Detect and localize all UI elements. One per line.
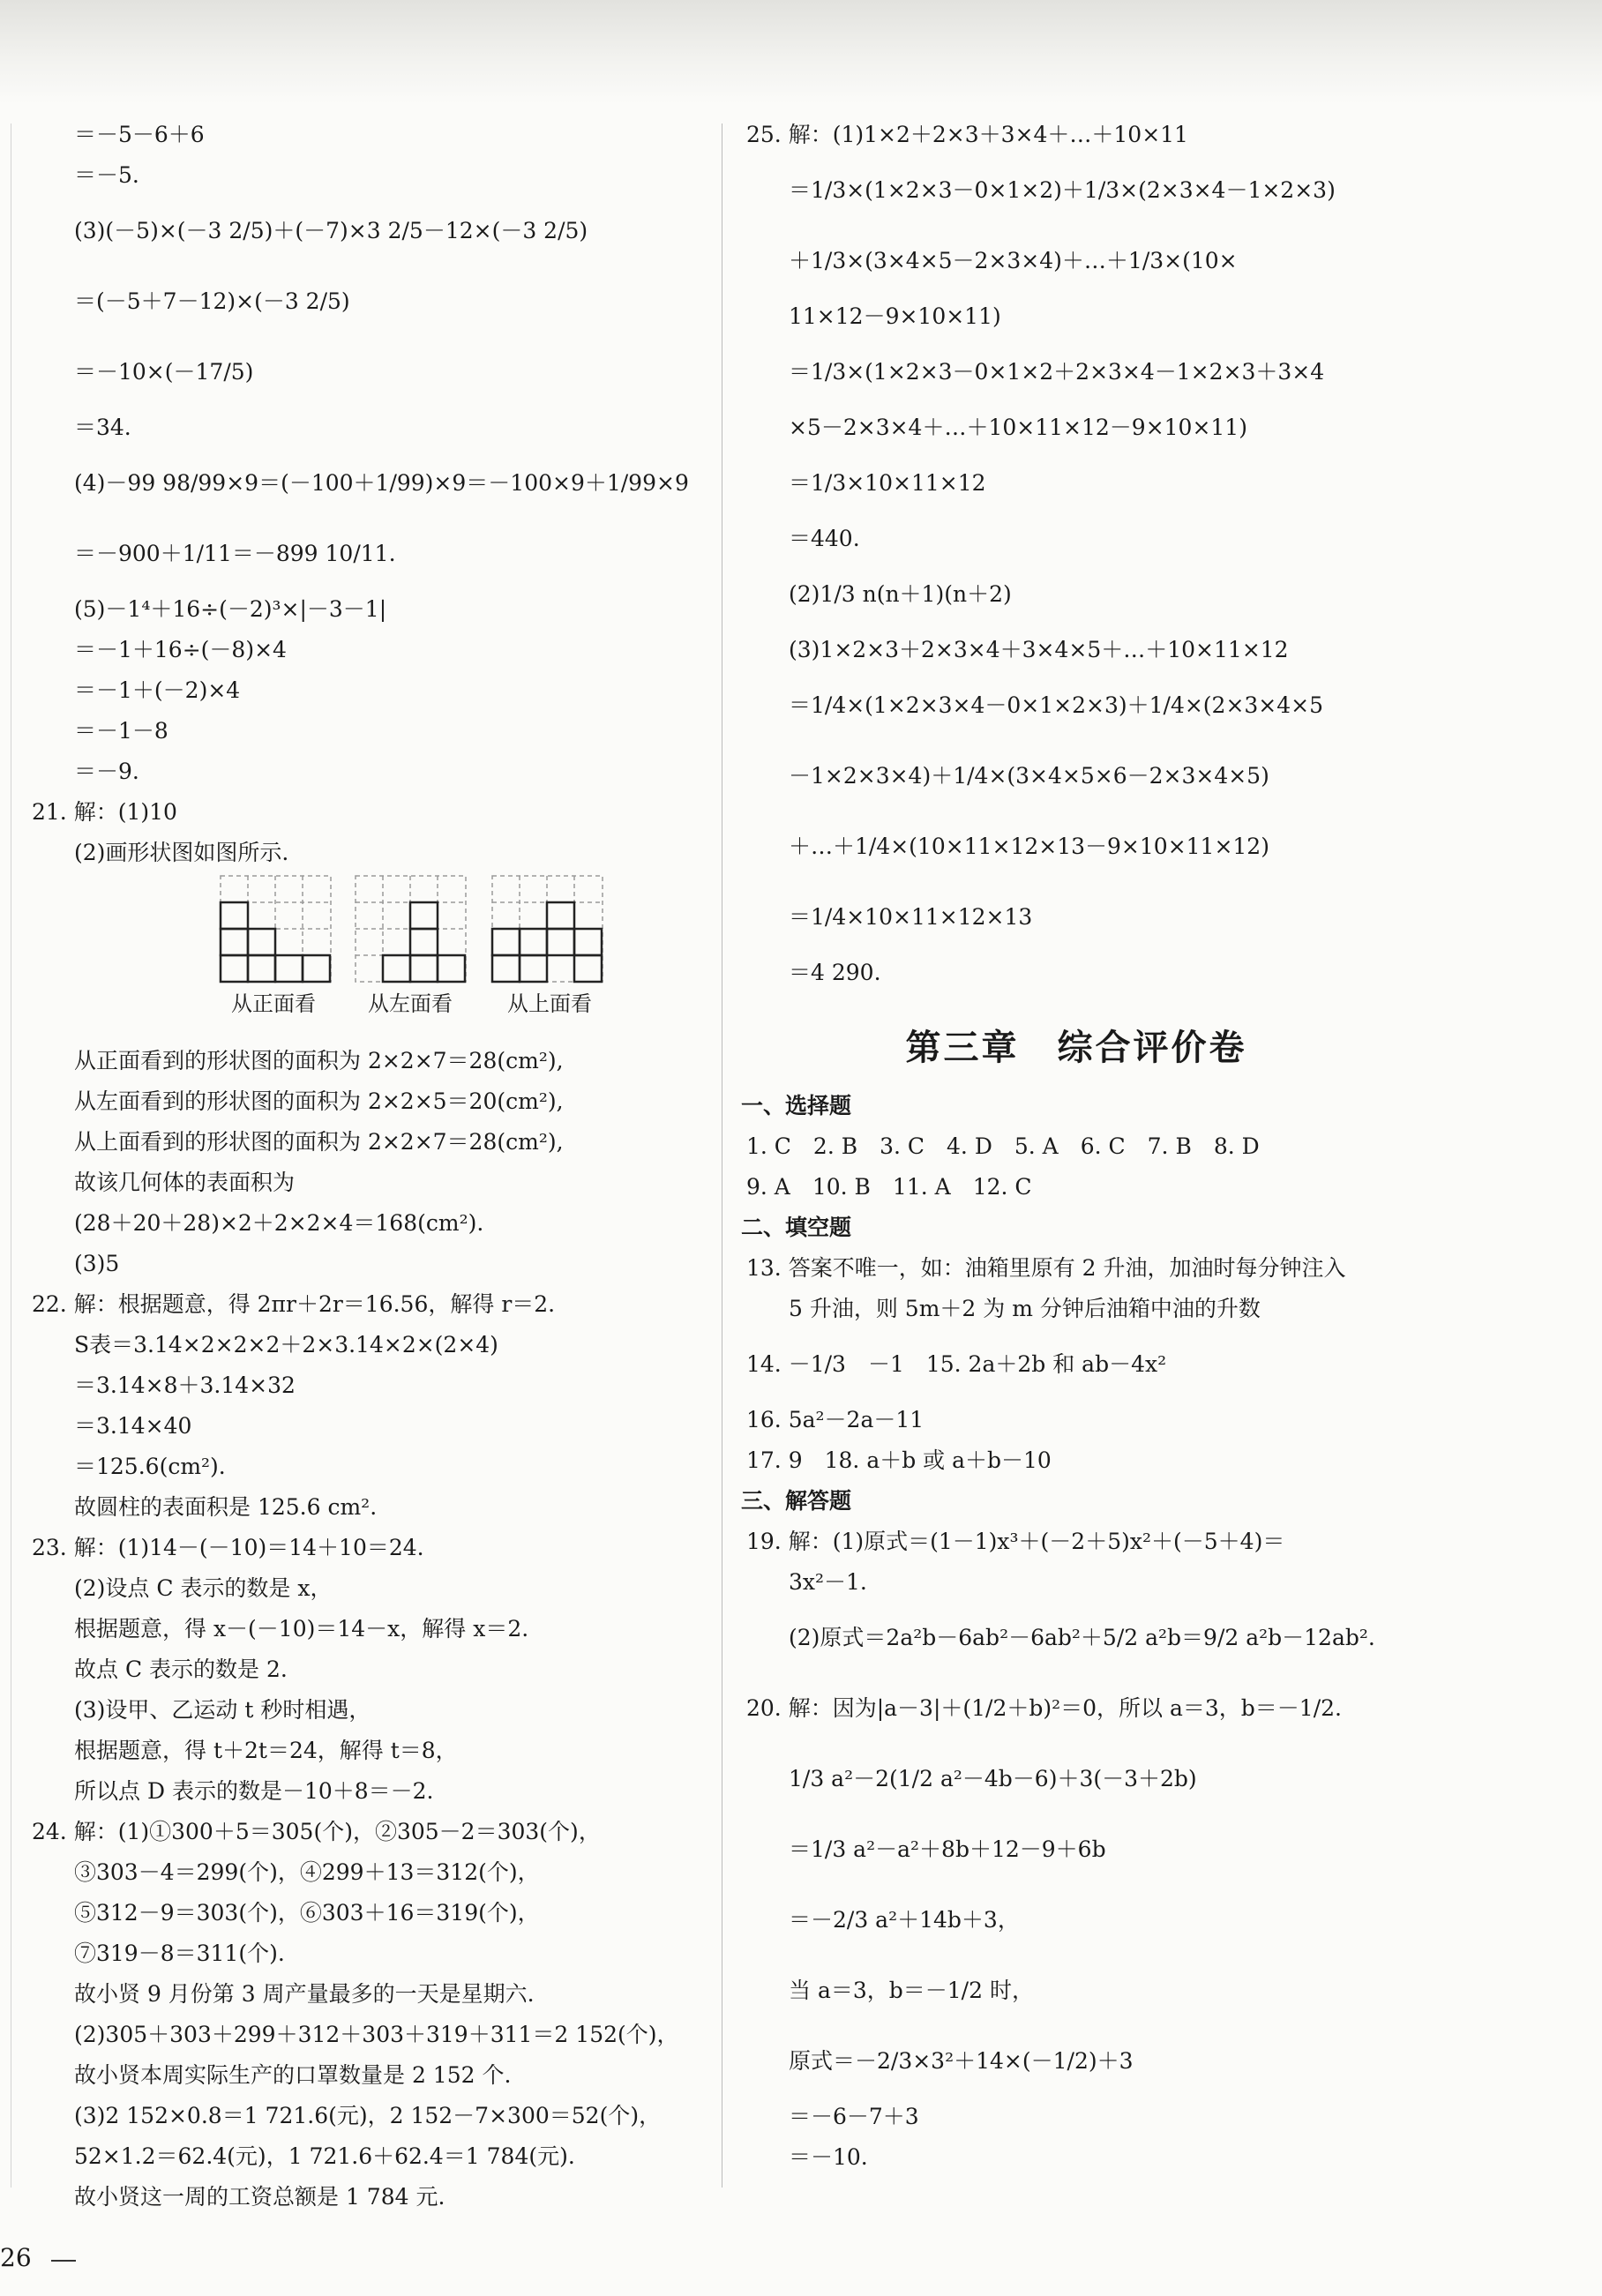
solution-line: 故小贤 9 月份第 3 周产量最多的一天是星期六.	[74, 1981, 535, 2007]
solution-line: ＝1/3×(1×2×3－0×1×2＋2×3×4－1×2×3＋3×4	[789, 359, 1325, 385]
left-view-figure	[353, 873, 494, 983]
solution-line: 根据题意，得 t＋2t＝24，解得 t＝8，	[74, 1738, 458, 1763]
solution-line: 从上面看到的形状图的面积为 2×2×7＝28(cm²),	[74, 1129, 564, 1155]
page-number-dash	[51, 2260, 76, 2262]
solution-line: ＝125.6(cm²).	[74, 1454, 226, 1479]
solution-line: 故该几何体的表面积为	[74, 1170, 296, 1195]
solution-line: ⑦319－8＝311(个).	[74, 1941, 285, 1966]
answer-line: ＝－2/3 a²＋14b＋3，	[789, 1907, 1020, 1933]
solution-line: 23. 解：(1)14－(－10)＝14＋10＝24.	[32, 1535, 424, 1560]
solution-line: ⑤312－9＝303(个)，⑥303＋16＝319(个)，	[74, 1900, 540, 1926]
left-column	[26, 115, 706, 2217]
fill-answers	[741, 1248, 1411, 1481]
solution-line: ＝(－5＋7－12)×(－3 2/5)	[74, 288, 350, 314]
answer-line: 1/3 a²－2(1/2 a²－4b－6)＋3(－3＋2b)	[789, 1766, 1197, 1791]
top-view-figure	[490, 873, 631, 983]
answer-line: 13. 答案不唯一，如：油箱里原有 2 升油，加油时每分钟注入	[746, 1255, 1346, 1281]
answer-line: ＝－10.	[789, 2144, 868, 2170]
top-view-caption: 从上面看	[507, 991, 592, 1016]
scan-header-strip	[0, 0, 1602, 104]
solution-line: ＋1/3×(3×4×5－2×3×4)＋…＋1/3×(10×	[789, 248, 1238, 273]
solution-line: 故小贤本周实际生产的口罩数量是 2 152 个.	[74, 2062, 512, 2088]
solution-line: 故圆柱的表面积是 125.6 cm².	[74, 1494, 378, 1520]
answer-line: 14. －1/3 －1 15. 2a＋2b 和 ab－4x²	[746, 1351, 1167, 1377]
solution-line: 25. 解：(1)1×2＋2×3＋3×4＋…＋10×11	[746, 122, 1188, 147]
front-view-caption: 从正面看	[231, 991, 316, 1016]
solution-line: －1×2×3×4)＋1/4×(3×4×5×6－2×3×4×5)	[789, 763, 1269, 789]
answer-line: 19. 解：(1)原式＝(1－1)x³＋(－2＋5)x²＋(－5＋4)＝	[746, 1529, 1285, 1554]
solution-line: 从正面看到的形状图的面积为 2×2×7＝28(cm²),	[74, 1048, 564, 1073]
solution-line: (3)2 152×0.8＝1 721.6(元)，2 152－7×300＝52(个)，	[74, 2103, 662, 2128]
answer-line: 5 升油，则 5m＋2 为 m 分钟后油箱中油的升数	[789, 1296, 1261, 1321]
solution-line: ＝3.14×40	[74, 1413, 192, 1439]
choice-answers-line-2: 9. A 10. B 11. A 12. C	[746, 1174, 1032, 1200]
solution-line: ＝－1＋(－2)×4	[74, 677, 241, 703]
solution-line: ＝1/4×10×11×12×13	[789, 904, 1033, 930]
solve-answers	[741, 1522, 1411, 2178]
left-solutions-part-2	[26, 1041, 706, 2217]
answer-line: 当 a＝3，b＝－1/2 时，	[789, 1978, 1034, 2003]
solution-line: (2)设点 C 表示的数是 x，	[74, 1575, 333, 1601]
section-fill-heading: 二、填空题	[741, 1215, 852, 1240]
solution-line: 所以点 D 表示的数是－10＋8＝－2.	[74, 1778, 434, 1804]
left-view-caption: 从左面看	[368, 991, 453, 1016]
answer-line: 原式＝－2/3×3²＋14×(－1/2)＋3	[789, 2048, 1134, 2074]
answer-line: (2)原式＝2a²b－6ab²－6ab²＋5/2 a²b＝9/2 a²b－12ab².	[789, 1625, 1375, 1650]
three-view-figures	[190, 873, 706, 1041]
solution-line: 故点 C 表示的数是 2.	[74, 1657, 288, 1682]
answer-line: ＝1/3 a²－a²＋8b＋12－9＋6b	[789, 1836, 1106, 1862]
solution-line: ③303－4＝299(个)，④299＋13＝312(个)，	[74, 1859, 540, 1885]
solution-line: 52×1.2＝62.4(元)，1 721.6＋62.4＝1 784(元).	[74, 2143, 575, 2169]
solution-line: ＝4 290.	[789, 960, 881, 985]
chapter-title: 第三章 综合评价卷	[905, 1028, 1247, 1068]
solution-line: (3)5	[74, 1251, 120, 1276]
page-number: 26	[0, 2243, 32, 2272]
solution-line: 21. 解：(1)10	[32, 799, 177, 825]
answer-line: 16. 5a²－2a－11	[746, 1407, 925, 1432]
section-solve-heading: 三、解答题	[741, 1488, 852, 1514]
solution-line: 故小贤这一周的工资总额是 1 784 元.	[74, 2184, 445, 2210]
answer-line: 3x²－1.	[789, 1569, 867, 1595]
right-column	[741, 115, 1411, 2178]
solution-line: 11×12－9×10×11)	[789, 303, 1001, 329]
solution-line: (5)－1⁴＋16÷(－2)³×|－3－1|	[74, 596, 387, 622]
solution-line: ＝－10×(－17/5)	[74, 359, 254, 385]
solution-line: 22. 解：根据题意，得 2πr＋2r＝16.56，解得 r＝2.	[32, 1291, 556, 1317]
solution-line: ＝－5.	[74, 162, 139, 188]
problem-25-solution	[741, 115, 1411, 993]
solution-line: (3)设甲、乙运动 t 秒时相遇，	[74, 1697, 371, 1723]
solution-line: ＝－5－6＋6	[74, 122, 205, 147]
front-view-figure	[190, 873, 348, 983]
solution-line: ×5－2×3×4＋…＋10×11×12－9×10×11)	[789, 415, 1247, 440]
solution-line: (2)1/3 n(n＋1)(n＋2)	[789, 581, 1012, 607]
solution-line: (3)(－5)×(－3 2/5)＋(－7)×3 2/5－12×(－3 2/5)	[74, 218, 588, 243]
answer-line: 20. 解：因为|a－3|＋(1/2＋b)²＝0，所以 a＝3，b＝－1/2.	[746, 1695, 1342, 1721]
solution-line: ＝440.	[789, 526, 860, 551]
answer-line: ＝－6－7＋3	[789, 2104, 919, 2129]
section-choice-heading: 一、选择题	[741, 1093, 852, 1118]
solution-line: ＝3.14×8＋3.14×32	[74, 1372, 296, 1398]
solution-line: 24. 解：(1)①300＋5＝305(个)，②305－2＝303(个)，	[32, 1819, 601, 1844]
solution-line: (3)1×2×3＋2×3×4＋3×4×5＋…＋10×11×12	[789, 637, 1289, 662]
solution-line: ＝1/3×(1×2×3－0×1×2)＋1/3×(2×3×4－1×2×3)	[789, 177, 1336, 203]
solution-line: (2)画形状图如图所示.	[74, 840, 289, 865]
solution-line: (28＋20＋28)×2＋2×2×4＝168(cm²).	[74, 1210, 484, 1236]
choice-answers-line-1: 1. C 2. B 3. C 4. D 5. A 6. C 7. B 8. D	[746, 1133, 1260, 1159]
solution-line: ＝34.	[74, 415, 131, 440]
solution-line: ＝1/4×(1×2×3×4－0×1×2×3)＋1/4×(2×3×4×5	[789, 692, 1324, 718]
solution-line: 根据题意，得 x－(－10)＝14－x，解得 x＝2.	[74, 1616, 529, 1642]
solution-line: (2)305＋303＋299＋312＋303＋319＋311＝2 152(个)，	[74, 2022, 679, 2047]
solution-line: (4)－99 98/99×9＝(－100＋1/99)×9＝－100×9＋1/99×9	[74, 470, 689, 496]
solution-line: S表＝3.14×2×2×2＋2×3.14×2×(2×4)	[74, 1332, 498, 1357]
solution-line: ＋…＋1/4×(10×11×12×13－9×10×11×12)	[789, 834, 1269, 859]
solution-line: ＝1/3×10×11×12	[789, 470, 986, 496]
solution-line: 从左面看到的形状图的面积为 2×2×5＝20(cm²),	[74, 1088, 564, 1114]
answer-line: 17. 9 18. a＋b 或 a＋b－10	[746, 1447, 1052, 1473]
solution-line: ＝－900＋1/11＝－899 10/11.	[74, 541, 396, 566]
solution-line: ＝－9.	[74, 759, 139, 784]
solution-line: ＝－1－8	[74, 718, 168, 744]
solution-line: ＝－1＋16÷(－8)×4	[74, 637, 287, 662]
left-solutions-part-1	[26, 115, 706, 873]
